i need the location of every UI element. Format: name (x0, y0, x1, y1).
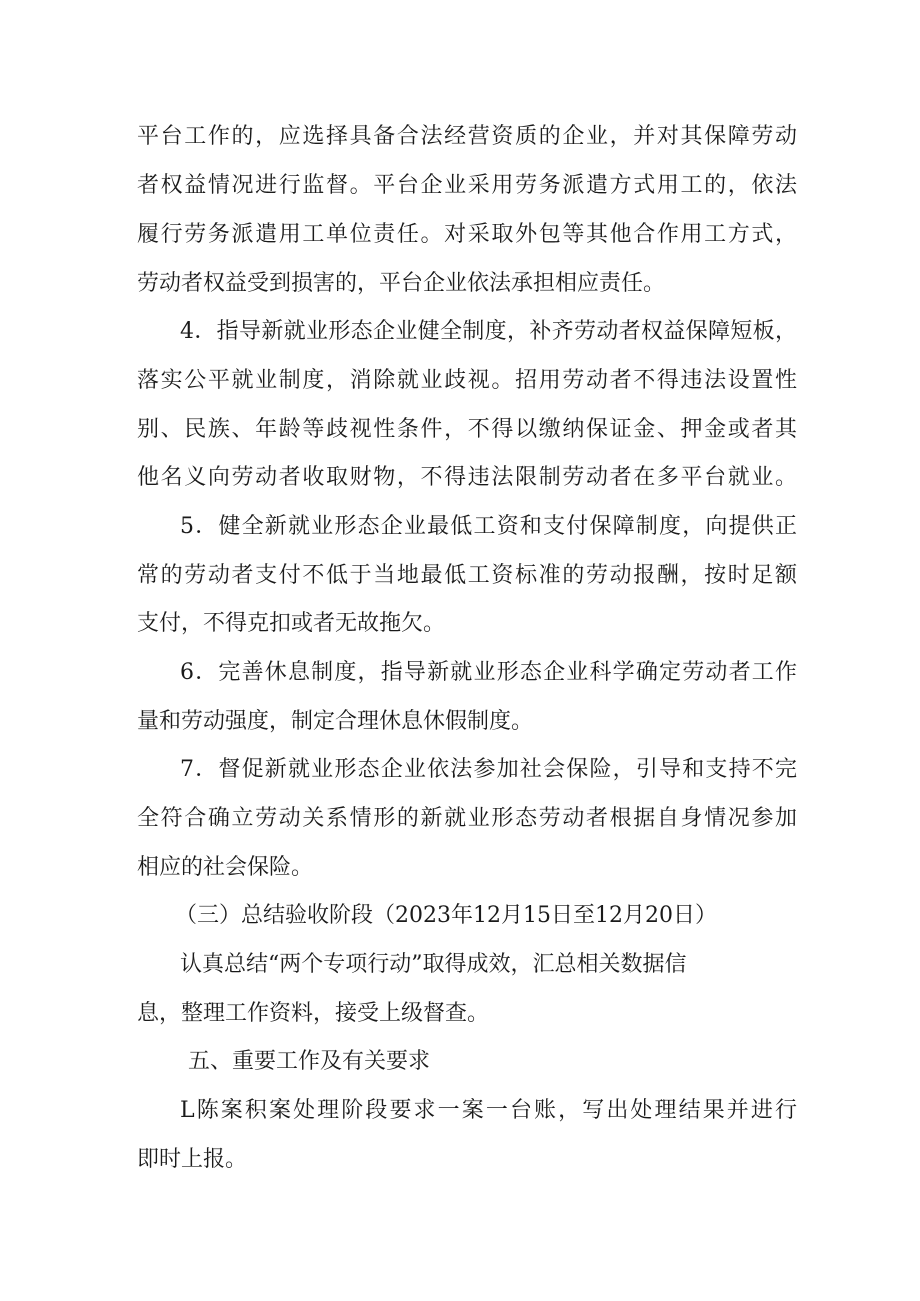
text-line: 落实公平就业制度，消除就业歧视。招用劳动者不得违法设置性 (137, 368, 797, 393)
text-line: L陈案积案处理阶段要求一案一台账，写出处理结果并进行 (180, 1098, 797, 1123)
text-line: 他名义向劳动者收取财物，不得违法限制劳动者在多平台就业。 (137, 465, 797, 490)
text-line: 4．指导新就业形态企业健全制度，补齐劳动者权益保障短板， (180, 319, 797, 344)
section-heading: （三）总结验收阶段（2023年12月15日至12月20日） (175, 903, 717, 928)
text-line: 6．完善休息制度，指导新就业形态企业科学确定劳动者工作 (180, 660, 797, 685)
text-line: 全符合确立劳动关系情形的新就业形态劳动者根据自身情况参加 (137, 806, 797, 831)
text-line: 即时上报。 (137, 1147, 248, 1172)
section-heading: 五、重要工作及有关要求 (188, 1049, 431, 1074)
text-line: 量和劳动强度，制定合理休息休假制度。 (137, 709, 534, 734)
text-line: 支付，不得克扣或者无故拖欠。 (137, 611, 446, 636)
text-line: 平台工作的，应选择具备合法经营资质的企业，并对其保障劳动 (137, 124, 797, 149)
text-line: 7．督促新就业形态企业依法参加社会保险，引导和支持不完 (180, 757, 797, 782)
text-line: 者权益情况进行监督。平台企业采用劳务派遣方式用工的，依法 (137, 173, 797, 198)
text-line: 劳动者权益受到损害的，平台企业依法承担相应责任。 (137, 271, 666, 296)
text-line: 别、民族、年龄等歧视性条件，不得以缴纳保证金、押金或者其 (137, 417, 797, 442)
text-line: 息，整理工作资料，接受上级督查。 (137, 1001, 490, 1026)
text-line: 认真总结“两个专项行动”取得成效，汇总相关数据信 (180, 952, 687, 977)
text-line: 相应的社会保险。 (137, 855, 314, 880)
text-line: 履行劳务派遣用工单位责任。对采取外包等其他合作用工方式， (137, 222, 797, 247)
text-line: 5．健全新就业形态企业最低工资和支付保障制度，向提供正 (180, 514, 797, 539)
text-line: 常的劳动者支付不低于当地最低工资标准的劳动报酬，按时足额 (137, 563, 797, 588)
